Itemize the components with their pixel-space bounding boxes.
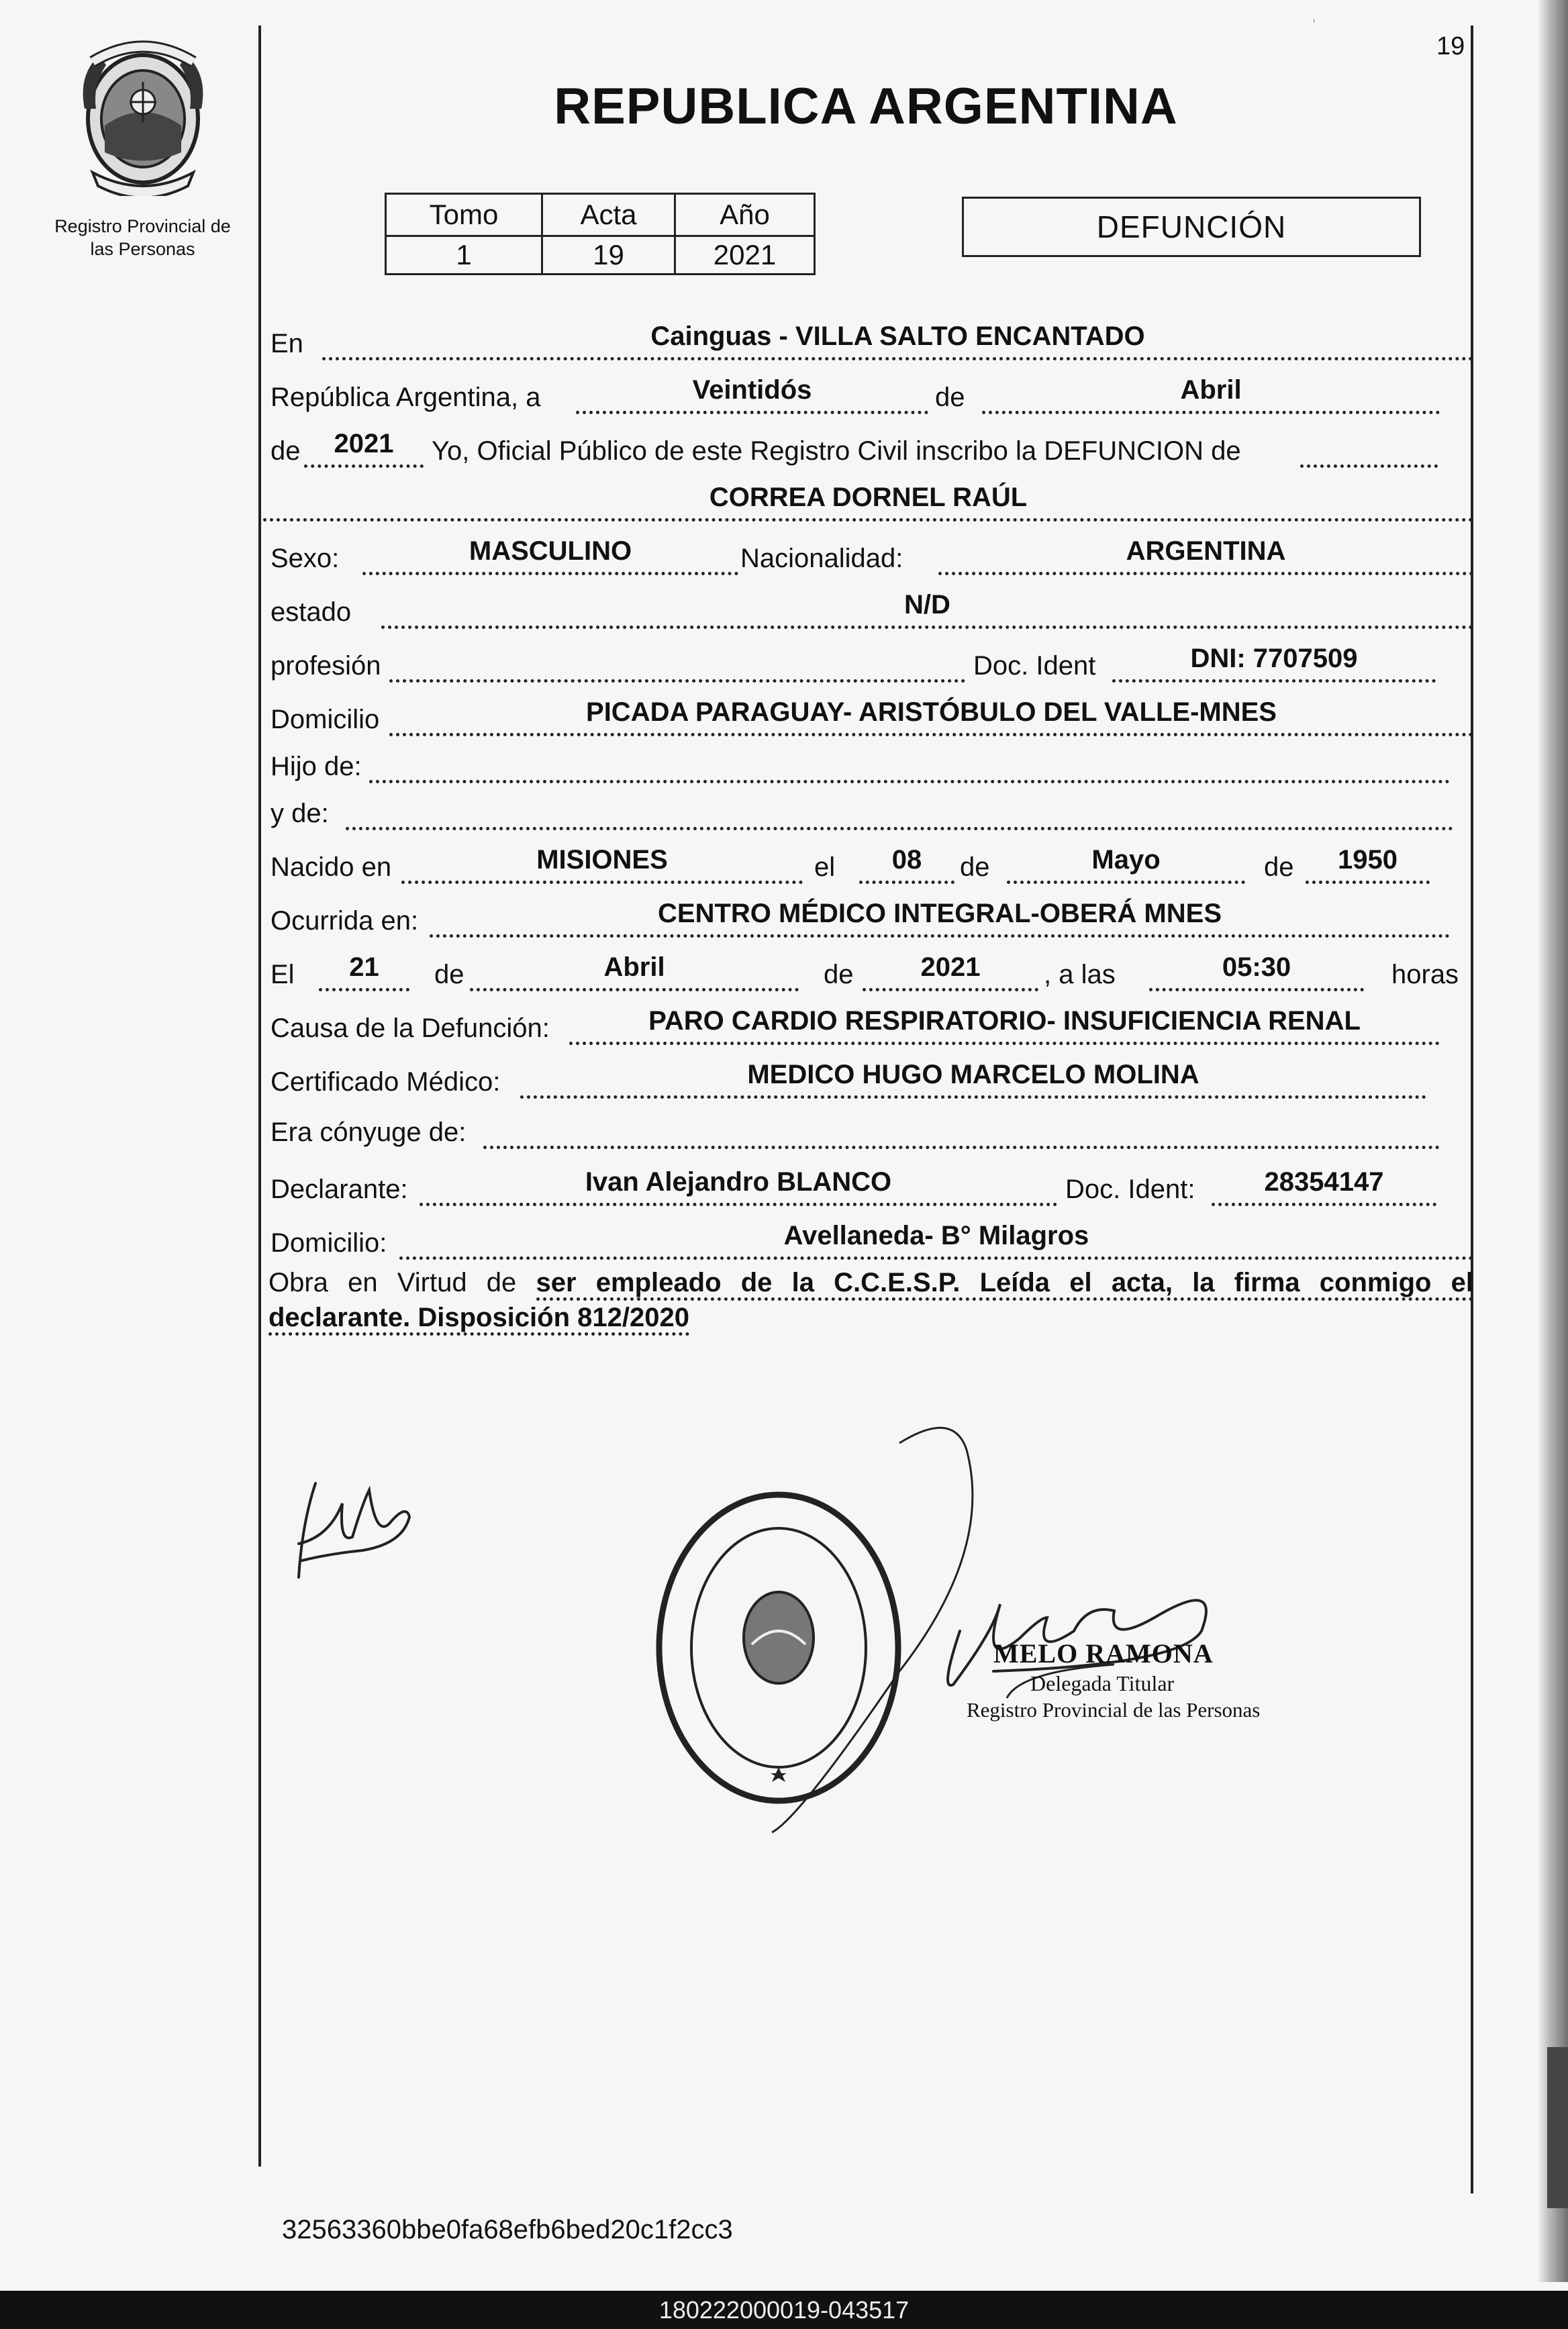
doc-value: DNI: 7707509 [1190,644,1358,673]
birth-month-field [1007,843,1245,884]
conyuge-field [483,1108,1440,1149]
death-year-value: 2021 [920,952,981,982]
death-time-value: 05:30 [1222,952,1291,982]
place-field [322,319,1473,360]
record-table [385,193,816,275]
el2-label: El [271,960,295,989]
birth-day-value: 08 [891,845,922,875]
birth-year-value: 1950 [1338,845,1398,875]
doc-label: Doc. Ident [973,651,1096,681]
value-anio: 2021 [675,236,815,275]
y-de-label: y de: [271,799,329,828]
y-de-field [346,789,1453,830]
sexo-value: MASCULINO [469,536,632,566]
ocurrida-label: Ocurrida en: [271,906,419,936]
document-page: Registro Provincial de las Personas 19 REPUBLICA ARGENTINA Tomo Acta Año 1 19 2021 DEFUNCIÓN En Cainguas - VILLA SALTO ENCANTADO República Argentina, a Veintidós de Abril de 2021 Yo, Oficial Público de este Registro Civil inscribo la DEFUNCION de CORREA DORNEL RAÚL Sexo: MASCULINO Nacionalidad: ARGENTINA estado N/D profesión Doc. Ident DNI: 7707509 Domicilio PICADA PARAGUAY- ARISTÓBULO DEL VALLE-MNES Hijo de: y de: Nacido en MISIONES el 08 de Mayo de 1950 Ocurrida en: CENTRO MÉDICO INTEGRAL-OBERÁ MNES El 21 de Abril de 2021 , a las 05:30 horas Causa de la Defunción: PARO CARDIO RESPIRATORIO- INSUFICIENCIA RENAL Certificado Médico: MEDICO HUGO MARCELO MOLINA Era cónyuge de: Declarante: Ivan Alejandro BLANCO Doc. Ident: 28354147 Domicilio: Avellaneda- B° Milagros Obra en Virtud de ser empleado de la C.C.E.S.P. Leída el acta, la firma conmigo el declarante. Disposición 812/2020 MELO RAMONA Delegada Titular Registro Provincial de las Personas ʼ 32563360bbe0fa68efb6bed20c1f2cc3 180222000019-043517 [0,0,1568,2329]
alas-label: , a las [1044,960,1116,989]
row-ocurrida [268,899,1568,943]
obra-paragraph [268,1265,1473,1335]
doc2-value: 28354147 [1264,1167,1384,1197]
estado-field [381,588,1473,629]
republica-label: República Argentina, a [271,383,541,412]
el-label: el [814,852,836,882]
footer-id: 180222000019-043517 [658,2296,910,2324]
domicilio2-label: Domicilio: [271,1228,387,1258]
obra-value-2: declarante. Disposición 812/2020 [268,1303,689,1336]
value-acta: 19 [542,236,675,275]
causa-field [569,1004,1440,1045]
value-tomo: 1 [386,236,542,275]
birth-day-field [859,843,954,884]
row-inscription [268,429,1568,473]
death-de1-label: de [434,960,464,989]
day-field [576,373,928,414]
header-anio: Año [675,194,815,236]
death-month-value: Abril [603,952,665,982]
profesion-label: profesión [271,651,381,681]
domicilio-value: PICADA PARAGUAY- ARISTÓBULO DEL VALLE-MNES [586,697,1277,727]
official-org: Registro Provincial de las Personas [967,1698,1261,1722]
place-value: Cainguas - VILLA SALTO ENCANTADO [650,321,1145,351]
nacido-field [401,843,803,884]
scan-edge-dark [1547,2047,1568,2208]
obra-line-2 [268,1300,1473,1335]
obra-line-1 [268,1265,1473,1300]
act-type-box: DEFUNCIÓN [962,197,1421,257]
profesion-field [389,642,965,683]
declarante-value: Ivan Alejandro BLANCO [585,1167,892,1197]
record-value-row [386,236,815,275]
declarante-label: Declarante: [271,1175,408,1204]
horas-label: horas [1391,960,1459,989]
estado-label: estado [271,597,352,627]
birth-year-field [1306,843,1430,884]
deceased-name-value: CORREA DORNEL RAÚL [709,483,1028,512]
birth-de2-label: de [1264,852,1294,882]
doc2-label: Doc. Ident: [1065,1175,1195,1204]
row-deceased-name [268,483,1568,527]
organization-name [27,215,258,260]
document-hash: 32563360bbe0fa68efb6bed20c1f2cc3 [282,2215,733,2244]
row-sex-nationality [268,536,1568,581]
header-tomo: Tomo [386,194,542,236]
sexo-field [362,534,738,575]
row-domicilio [268,697,1568,742]
conyuge-label: Era cónyuge de: [271,1118,467,1147]
row-domicilio2 [268,1221,1568,1265]
row-birth [268,845,1568,889]
record-header-row [386,194,815,236]
document-title: REPUBLICA ARGENTINA [554,78,1178,135]
hijo-label: Hijo de: [271,752,362,781]
row-estado [268,590,1568,634]
causa-label: Causa de la Defunción: [271,1013,550,1043]
nacionalidad-field [938,534,1473,575]
row-declarante [268,1167,1568,1211]
row-hijo-de [268,748,1568,789]
year-field [304,427,424,468]
nacionalidad-value: ARGENTINA [1126,536,1286,566]
domicilio-field [389,695,1473,736]
birth-month-value: Mayo [1091,845,1161,875]
obra-label: Obra en Virtud de [268,1268,517,1297]
inscription-tail-field [1300,427,1438,468]
declarant-signature [289,1463,436,1597]
certificado-value: MEDICO HUGO MARCELO MOLINA [747,1060,1199,1089]
left-margin-line [258,26,261,2167]
organization-line-1: Registro Provincial de [54,216,231,236]
death-de2-label: de [824,960,854,989]
birth-de1-label: de [960,852,990,882]
row-profesion-doc [268,644,1568,688]
page-number: 19 [1436,32,1465,60]
nacionalidad-label: Nacionalidad: [740,544,903,573]
year-prefix-label: de [271,436,301,466]
row-place [268,321,1568,366]
estado-value: N/D [904,590,950,620]
nacido-label: Nacido en [271,852,392,882]
row-causa [268,1006,1568,1050]
nacido-value: MISIONES [536,845,668,875]
month-value: Abril [1180,375,1242,405]
province-coat-of-arms-icon [72,35,213,196]
death-day-value: 21 [349,952,379,982]
certificado-label: Certificado Médico: [271,1067,501,1097]
row-y-de [268,795,1568,836]
header-acta: Acta [542,194,675,236]
death-month-field [470,950,799,991]
year-value: 2021 [334,429,394,458]
declarante-field [420,1165,1057,1206]
death-year-field [863,950,1038,991]
official-role: Delegada Titular [1030,1671,1175,1695]
inscribo-text: Yo, Oficial Público de este Registro Civil inscribo la DEFUNCION de [432,436,1241,466]
row-conyuge [268,1114,1568,1154]
deceased-name-field [263,481,1473,522]
de-label: de [935,383,965,412]
hijo-field [369,742,1450,783]
official-name: MELO RAMONA [993,1638,1214,1669]
obra-value-1: ser empleado de la C.C.E.S.P. Leída el acta, la firma conmigo el [536,1268,1473,1301]
domicilio2-value: Avellaneda- B° Milagros [783,1221,1089,1250]
ocurrida-field [430,897,1450,938]
domicilio2-field [399,1219,1473,1260]
row-death-date [268,952,1568,997]
footer-bar [0,2291,1568,2329]
ocurrida-value: CENTRO MÉDICO INTEGRAL-OBERÁ MNES [658,899,1222,928]
causa-value: PARO CARDIO RESPIRATORIO- INSUFICIENCIA RENAL [648,1006,1361,1036]
day-value: Veintidós [692,375,812,405]
death-day-field [319,950,409,991]
row-certificado [268,1060,1568,1104]
month-field [982,373,1440,414]
death-time-field [1149,950,1364,991]
en-label: En [271,329,303,358]
organization-line-2: las Personas [90,239,195,259]
sexo-label: Sexo: [271,544,340,573]
doc-field [1112,642,1436,683]
domicilio-label: Domicilio [271,705,380,734]
doc2-field [1212,1165,1436,1206]
row-date [268,375,1568,419]
certificado-field [520,1058,1426,1099]
